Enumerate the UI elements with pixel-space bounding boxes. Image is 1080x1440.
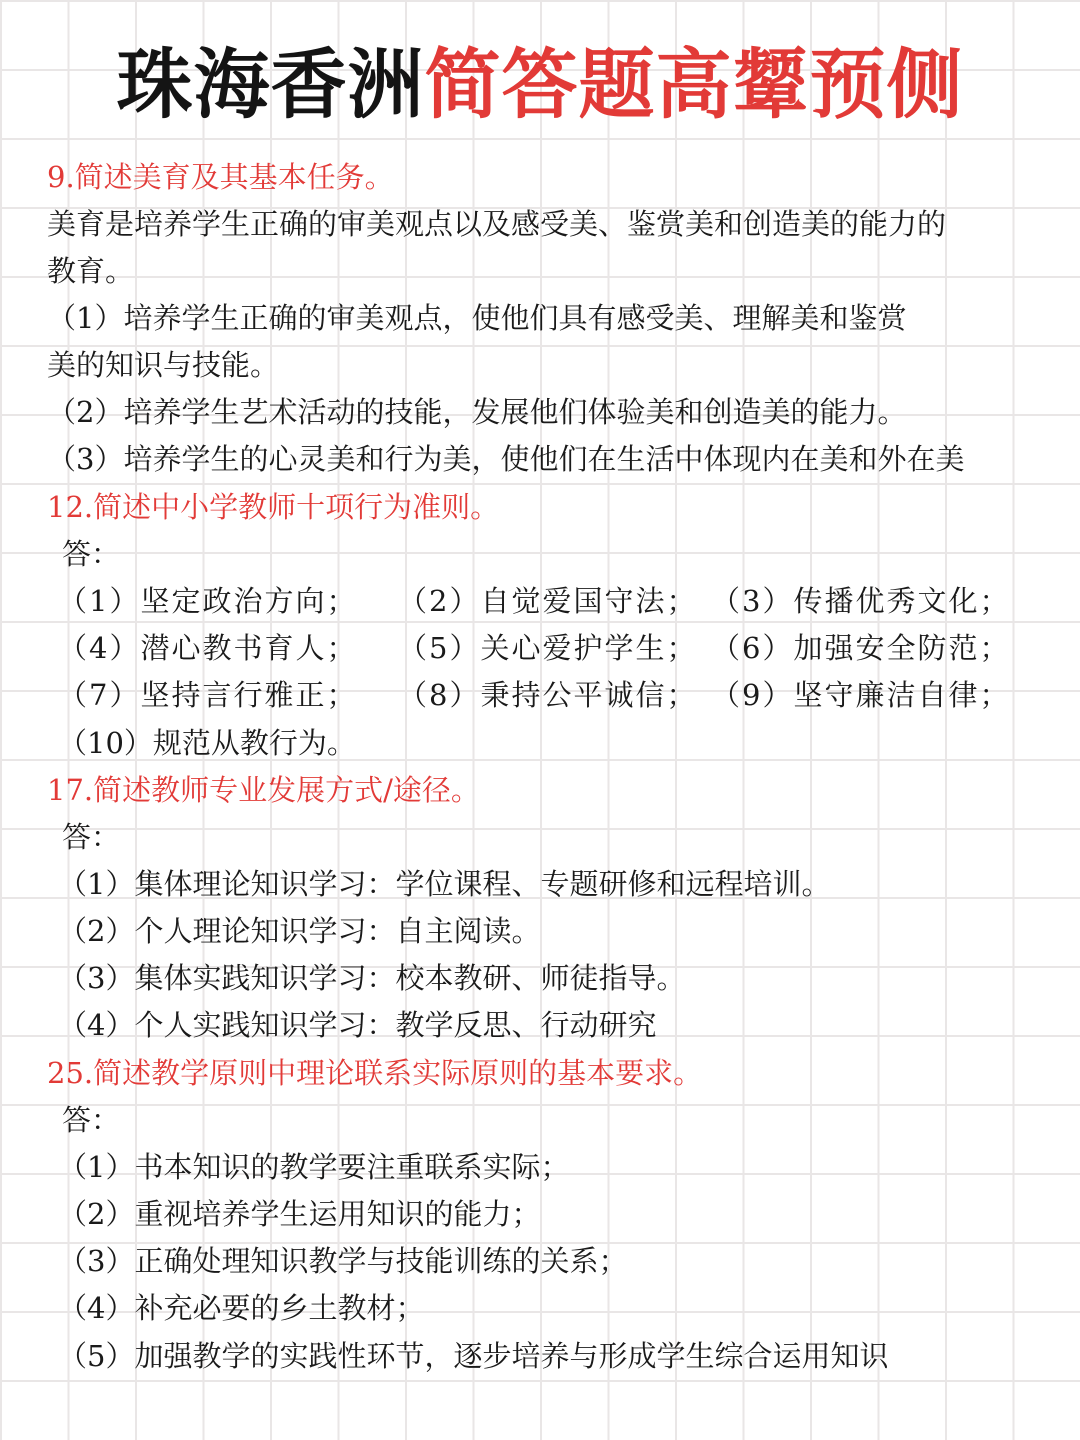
question-17-heading: 17.简述教师专业发展方式/途径。 [47, 773, 480, 807]
rule-7: （7）坚持言行雅正； [58, 678, 358, 712]
answer-17-line-2: （2）个人理论知识学习：自主阅读。 [58, 914, 541, 948]
answer-25-line-4: （4）补充必要的乡土教材； [58, 1291, 425, 1325]
title-red-part: 简答题高颦预侧 [424, 40, 964, 129]
answer-17-label: 答： [62, 820, 121, 854]
rule-3: （3）传播优秀文化； [711, 584, 1011, 618]
page-title [0, 30, 1080, 140]
answer-25-label: 答： [62, 1103, 121, 1137]
title-black-part: 珠海香洲 [116, 40, 425, 129]
answer-9-line-3: （1）培养学生正确的审美观点，使他们具有感受美、理解美和鉴赏 [47, 301, 907, 335]
rule-6: （6）加强安全防范； [711, 631, 1011, 665]
answer-25-line-2: （2）重视培养学生运用知识的能力； [58, 1197, 541, 1231]
rule-5: （5）关心爱护学生； [398, 631, 698, 665]
answer-25-line-1: （1）书本知识的教学要注重联系实际； [58, 1150, 570, 1184]
answer-17-line-3: （3）集体实践知识学习：校本教研、师徒指导。 [58, 961, 686, 995]
answer-25-line-3: （3）正确处理知识教学与技能训练的关系； [58, 1244, 628, 1278]
rule-1: （1）坚定政治方向； [58, 584, 358, 618]
rule-10: （10）规范从教行为。 [58, 726, 356, 760]
question-12-heading: 12.简述中小学教师十项行为准则。 [47, 490, 500, 524]
rule-8: （8）秉持公平诚信； [398, 678, 698, 712]
answer-9-line-2: 教育。 [47, 254, 135, 288]
question-9-heading: 9.简述美育及其基本任务。 [47, 160, 394, 194]
question-25-heading: 25.简述教学原则中理论联系实际原则的基本要求。 [47, 1056, 703, 1090]
answer-9-line-6: （3）培养学生的心灵美和行为美，使他们在生活中体现内在美和外在美 [47, 442, 965, 476]
answer-17-line-4: （4）个人实践知识学习：教学反思、行动研究 [58, 1008, 657, 1042]
answer-12-label: 答： [62, 537, 121, 571]
answer-17-line-1: （1）集体理论知识学习：学位课程、专题研修和远程培训。 [58, 867, 831, 901]
answer-25-line-5: （5）加强教学的实践性环节，逐步培养与形成学生综合运用知识 [58, 1339, 889, 1373]
rule-9: （9）坚守廉洁自律； [711, 678, 1011, 712]
answer-9-line-5: （2）培养学生艺术活动的技能，发展他们体验美和创造美的能力。 [47, 395, 907, 429]
rule-2: （2）自觉爱国守法； [398, 584, 698, 618]
answer-9-line-1: 美育是培养学生正确的审美观点以及感受美、鉴赏美和创造美的能力的 [47, 207, 947, 241]
rule-4: （4）潜心教书育人； [58, 631, 358, 665]
answer-9-line-4: 美的知识与技能。 [47, 348, 280, 382]
